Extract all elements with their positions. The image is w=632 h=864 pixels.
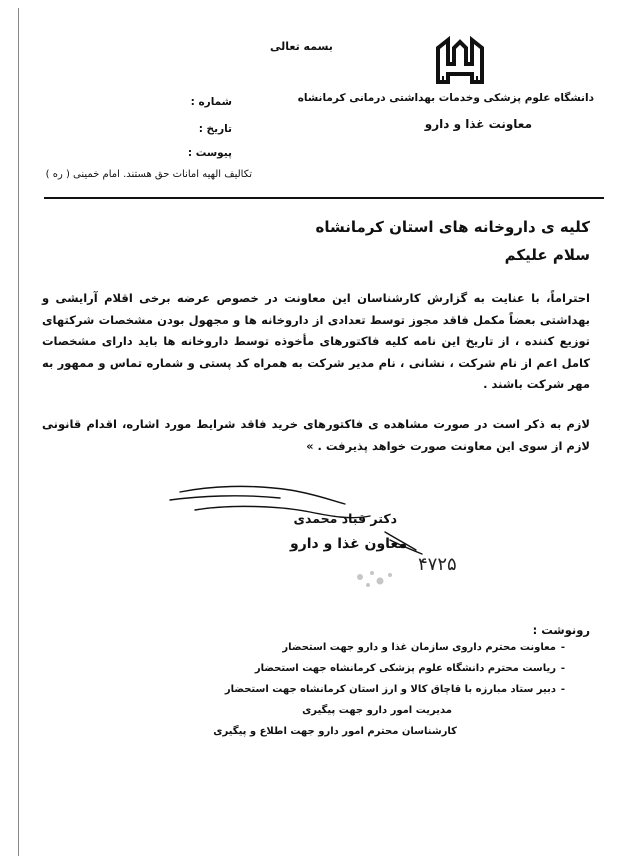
deputy-name: معاونت غذا و دارو <box>424 117 532 131</box>
university-name: دانشگاه علوم پزشکی وخدمات بهداشتی درمانی کرمانشاه <box>297 92 594 104</box>
university-emblem-icon <box>432 34 488 86</box>
signer-name: دکتر قباد محمدی <box>293 511 397 526</box>
body-paragraph-2: لازم به ذکر است در صورت مشاهده ی فاکتورهای خرید فاقد شرایط مورد اشاره، اقدام قانونی لازم از سوی این معاونت صورت خواهد پذیرفت . » <box>42 417 590 453</box>
body-paragraph-1: احتراماً، با عنایت به گزارش کارشناسان این معاونت در خصوص عرضه برخی اقلام آرایشی و بهداشتی بعضاً مکمل فاقد مجوز توسط تعدادی از داروخانه ها و مجهول بودن مشخصات شرکتهای توزیع کننده ، از تاریخ این نامه کلیه فاکتورهای مأخوذه توسط داروخانه ها باید دارای مشخصات کامل اعم از نام شرکت ، نشانی ، نام مدیر شرکت به همراه کد پستی و شماره تماس و ممهور به مهر شرکت باشند . <box>42 291 590 391</box>
bismillah-heading: بسمه تعالی <box>270 40 333 53</box>
copy-item <box>213 726 457 737</box>
recipient-line: کلیه ی داروخانه های استان کرمانشاه <box>315 218 590 236</box>
copy-item <box>255 663 570 674</box>
copy-item <box>225 684 570 695</box>
stamp-smudge <box>350 563 400 593</box>
copy-bullet: - <box>560 642 566 653</box>
imam-quote: تکالیف الهیه امانات حق هستند. امام خمینی ( ره ) <box>45 169 252 180</box>
number-label: شماره : <box>190 96 232 108</box>
copy-item-text: دبیر ستاد مبارزه با قاچاق کالا و ارز استان کرمانشاه جهت استحضار <box>224 684 556 695</box>
greeting-line: سلام علیکم <box>504 246 590 264</box>
copy-item-text: کارشناسان محترم امور دارو جهت اطلاع و پیگیری <box>213 726 457 737</box>
copy-item-text: مدیریت امور دارو جهت پیگیری <box>302 705 452 716</box>
header-divider <box>44 197 604 199</box>
handwritten-number: ۴۷۲۵ <box>418 554 457 575</box>
copy-bullet: - <box>560 684 566 695</box>
copy-item-text: معاونت محترم داروی سازمان غذا و دارو جهت استحضار <box>282 642 556 653</box>
copy-item-text: ریاست محترم دانشگاه علوم پزشکی کرمانشاه جهت استحضار <box>254 663 556 674</box>
copies-title: رونوشت : <box>532 623 590 637</box>
scan-edge-line <box>18 8 19 856</box>
copy-item <box>302 705 452 716</box>
date-label: تاریخ : <box>198 123 232 135</box>
signer-title: معاون غذا و دارو <box>290 536 407 552</box>
attachment-label: پیوست : <box>187 147 232 159</box>
copy-item <box>282 642 570 653</box>
copy-bullet: - <box>560 663 566 674</box>
